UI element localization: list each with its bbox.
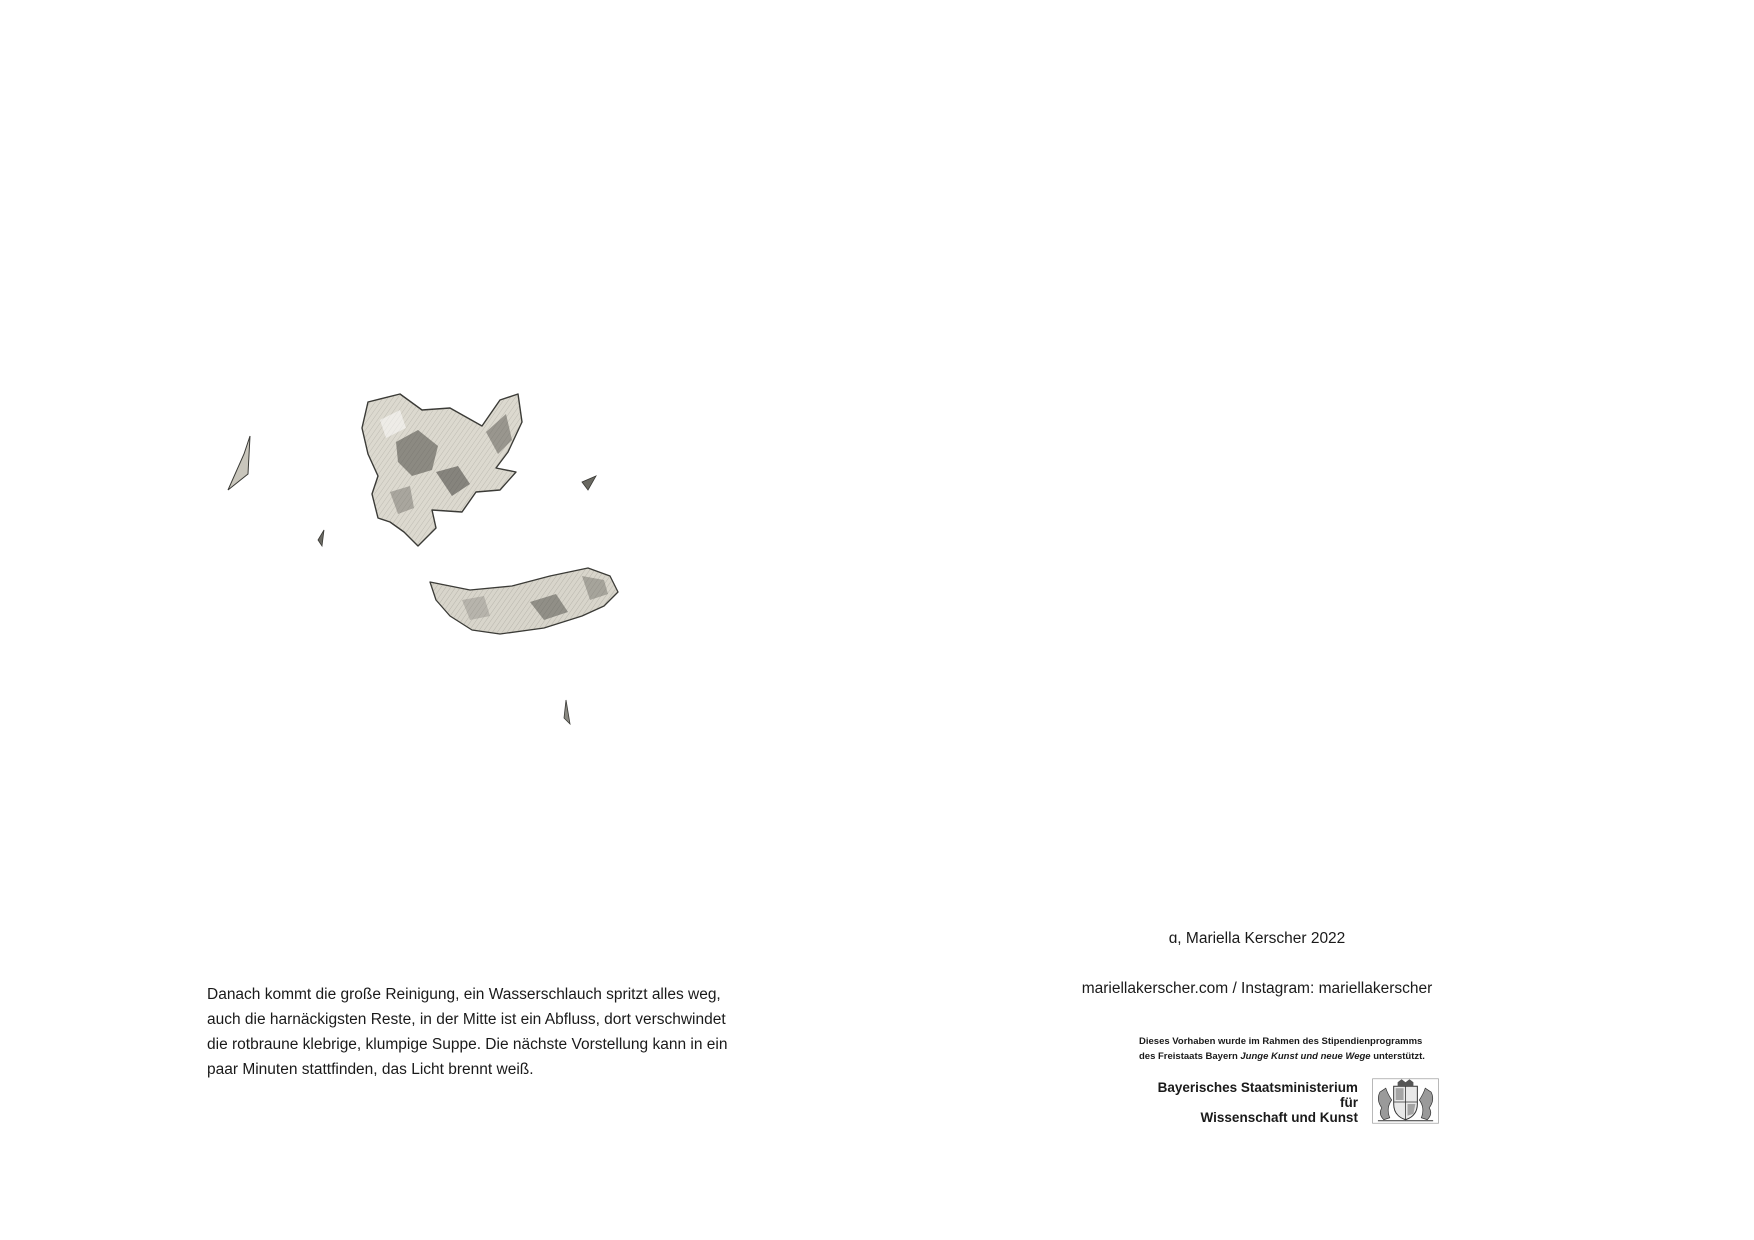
author-credit: ɑ, Mariella Kerscher 2022	[1168, 930, 1346, 947]
small-shard-left	[228, 436, 250, 490]
funding-note-suffix: unterstützt.	[1370, 1051, 1425, 1062]
funding-note-prefix: des Freistaats Bayern	[1139, 1051, 1241, 1062]
author-links: mariellakerscher.com / Instagram: mariellakerscher	[1081, 980, 1433, 997]
ministry-name-line-2: Wissenschaft und Kunst	[1200, 1110, 1358, 1125]
tiny-shard	[318, 530, 324, 546]
right-page	[877, 0, 1754, 1240]
funding-note-line-1: Dieses Vorhaben wurde im Rahmen des Stipendienprogramms	[1139, 1036, 1423, 1047]
large-rock-fragment	[362, 394, 522, 546]
ministry-name-line-1: Bayerisches Staatsministerium für	[1157, 1080, 1358, 1110]
lower-rock-fragment	[430, 568, 618, 634]
tiny-shard	[564, 700, 570, 724]
bavarian-coat-of-arms-icon	[1372, 1078, 1439, 1124]
funding-note-line-2	[1139, 1049, 1439, 1064]
ministry-name	[1139, 1078, 1358, 1125]
body-paragraph: Danach kommt die große Reinigung, ein Wasserschlauch spritzt alles weg, auch die harnäckigsten Reste, in der Mitte ist ein Abfluss, dort verschwindet die rotbraune klebrige, klumpige Suppe. Die nächste Vorstellung kann in ein paar Minuten stattfinden, das Licht brennt weiß.	[207, 986, 728, 1078]
rock-fragments-drawing	[200, 380, 660, 750]
ministry-logo-block	[1139, 1078, 1439, 1125]
funding-notice	[1139, 1034, 1439, 1125]
program-name: Junge Kunst und neue Wege	[1240, 1051, 1371, 1062]
tiny-shard	[582, 476, 596, 490]
